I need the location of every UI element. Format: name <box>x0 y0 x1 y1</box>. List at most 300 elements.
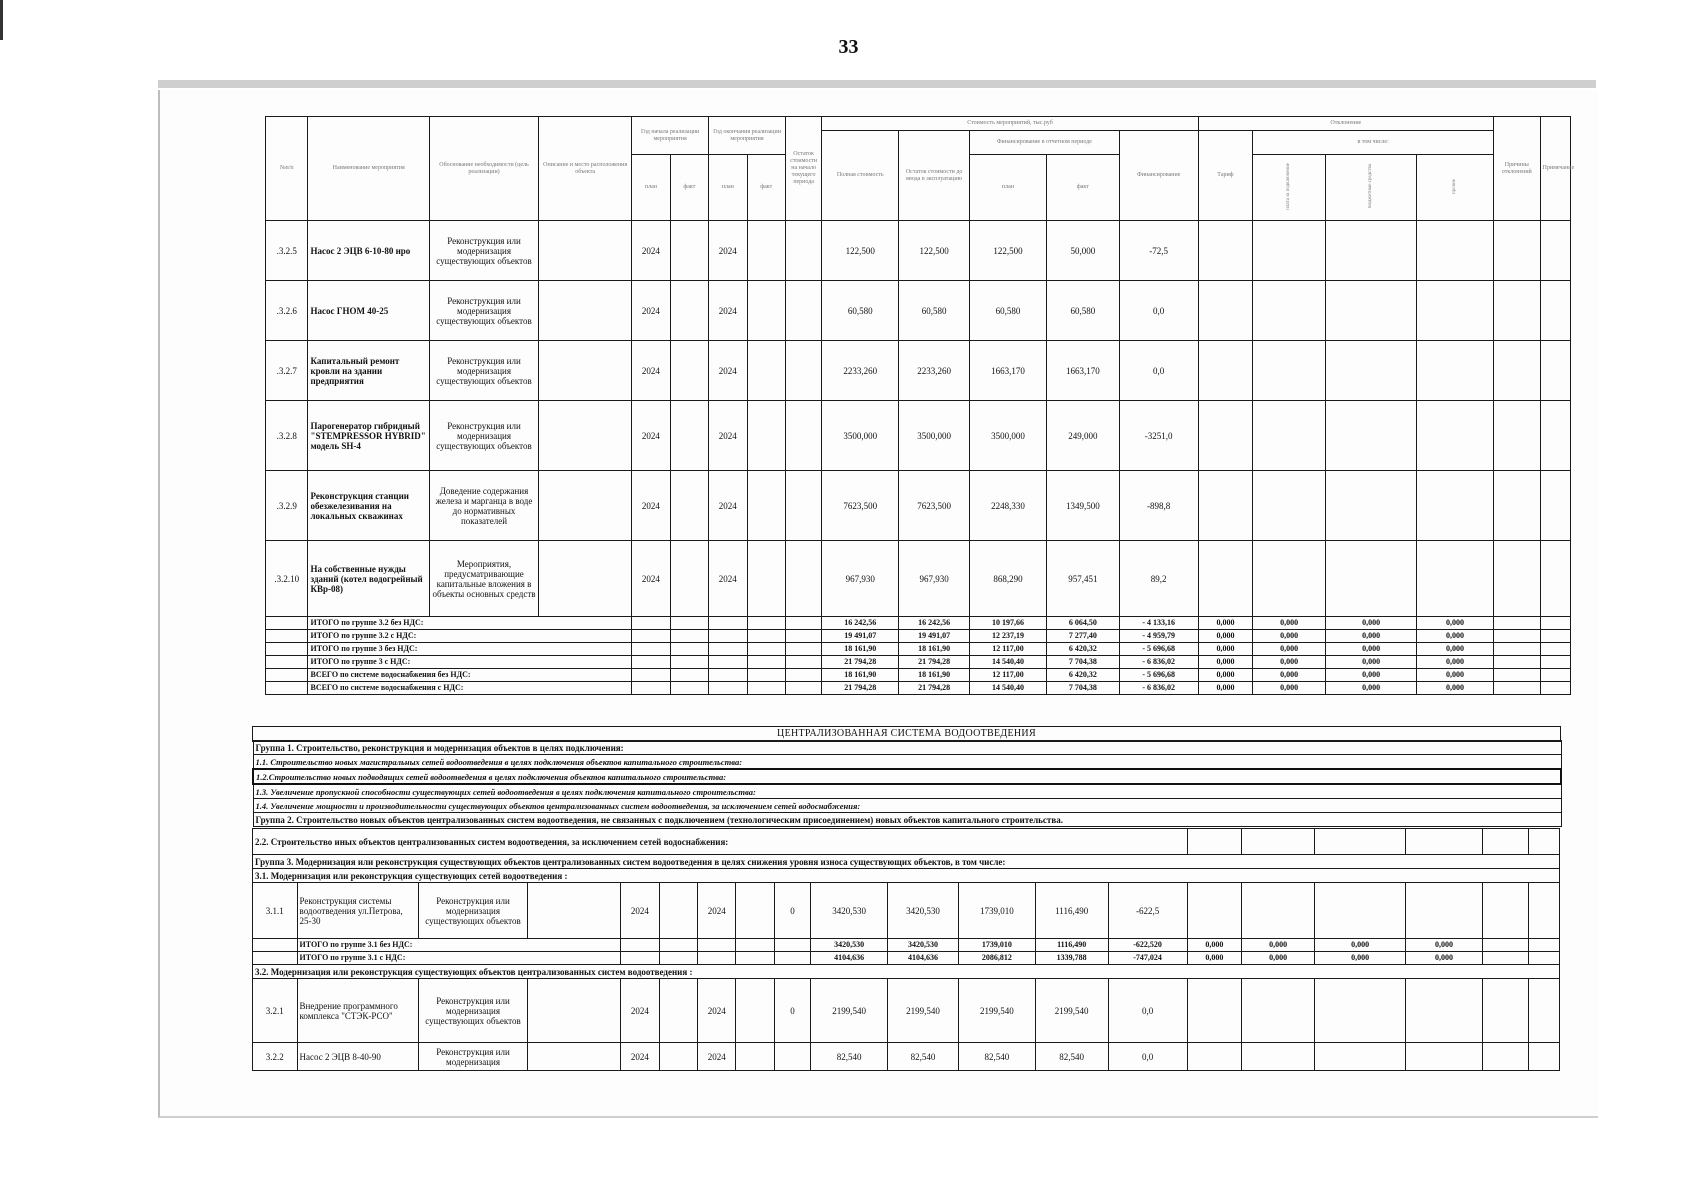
table-cell <box>1417 155 1494 221</box>
group-2: Группа 2. Строительство новых объектов централизованных систем водоотведения, не связанных с подключением (технологическим присоединением) новых объектов капитального строительства. <box>253 813 1561 827</box>
table-cell: 14 540,40 <box>970 656 1047 669</box>
table-cell <box>1494 281 1541 341</box>
group-1-1: 1.1. Строительство новых магистральных сетей водоотведения в целях подключения объектов капитального строительства: <box>253 755 1561 770</box>
table-cell <box>1417 281 1494 341</box>
total-label: ИТОГО по группе 3.1 с НДС: <box>297 952 621 965</box>
header-fact: факт <box>1046 155 1119 221</box>
cell-plan: 60,580 <box>970 281 1047 341</box>
table-cell <box>747 617 785 630</box>
table-row <box>253 769 1561 784</box>
cell-full-cost: 967,930 <box>822 541 899 617</box>
header-note: Примечание <box>1540 117 1570 221</box>
table-cell: - 4 133,16 <box>1119 617 1198 630</box>
cell-name: Насос ГНОМ 40-25 <box>308 281 429 341</box>
table-cell <box>1326 471 1417 541</box>
cell-start: 2024 <box>632 541 670 617</box>
cell-remaining: 82,540 <box>888 1043 959 1071</box>
table-cell <box>1417 401 1494 471</box>
header-remainder: Остаток стоимости на начало текущего периода <box>785 117 821 221</box>
table-cell: 7 704,38 <box>1046 682 1119 695</box>
table-cell: 0,000 <box>1242 952 1315 965</box>
table-cell <box>1494 669 1541 682</box>
table-cell <box>709 669 747 682</box>
table-cell <box>632 630 670 643</box>
table-cell: 1116,490 <box>1035 939 1108 952</box>
table-cell: 0,000 <box>1253 643 1326 656</box>
header-full-cost: Полная стоимость <box>822 131 899 221</box>
cell-plan: 2199,540 <box>958 979 1035 1043</box>
table-cell <box>736 979 774 1043</box>
cell-remaining: 60,580 <box>899 281 970 341</box>
table-cell <box>670 221 708 281</box>
header-cost: Стоимость мероприятий, тыс.руб <box>822 117 1198 131</box>
cell-fact: 249,000 <box>1046 401 1119 471</box>
header-year-financing: Финансирование в отчетном периоде <box>970 131 1120 155</box>
table-cell: 0,000 <box>1187 939 1242 952</box>
table-cell <box>539 471 632 541</box>
cell-fact: 957,451 <box>1046 541 1119 617</box>
cell-name: Реконструкция системы водоотведения ул.Петрова, 25-30 <box>297 883 418 939</box>
table-cell <box>736 883 774 939</box>
table-cell <box>1482 829 1529 855</box>
table-cell <box>632 656 670 669</box>
cell-plan: 3500,000 <box>970 401 1047 471</box>
cell-remaining: 3420,530 <box>888 883 959 939</box>
table-cell <box>539 401 632 471</box>
table-cell <box>747 401 785 471</box>
table-cell <box>785 669 821 682</box>
table-cell <box>1326 155 1417 221</box>
table-cell: 19 491,07 <box>899 630 970 643</box>
table-cell: 0,000 <box>1417 643 1494 656</box>
table-cell: 0,000 <box>1315 939 1406 952</box>
cell-deviation: 0,0 <box>1108 1043 1187 1071</box>
group-1-2: 1.2.Строительство новых подводящих сетей водоотведения в целях подключения объектов капитального строительства: <box>253 769 1561 784</box>
table-cell <box>1242 829 1315 855</box>
header-plan: план <box>632 155 670 221</box>
table-cell <box>1242 883 1315 939</box>
sewer-title: ЦЕНТРАЛИЗОВАННАЯ СИСТЕМА ВОДООТВЕДЕНИЯ <box>253 727 1561 742</box>
table-cell: 6 420,32 <box>1046 643 1119 656</box>
table-cell <box>670 630 708 643</box>
table-cell: 0,000 <box>1253 630 1326 643</box>
table-cell <box>621 939 659 952</box>
table-cell <box>1242 979 1315 1043</box>
cell-remaining: 122,500 <box>899 221 970 281</box>
table-cell: 0,000 <box>1253 682 1326 695</box>
table-cell <box>747 221 785 281</box>
table-cell: 4104,636 <box>811 952 888 965</box>
header-left-cost: Остаток стоимости до ввода в эксплуатацию <box>899 131 970 221</box>
table-cell <box>528 1043 621 1071</box>
table-cell <box>670 471 708 541</box>
cell-plan: 82,540 <box>958 1043 1035 1071</box>
table-cell <box>736 939 774 952</box>
table-cell: 7 277,40 <box>1046 630 1119 643</box>
table-cell <box>698 939 736 952</box>
group-1-3: 1.3. Увеличение пропускной способности существующих сетей водоотведения в целях подключения капитального строительства: <box>253 784 1561 799</box>
table-cell <box>539 281 632 341</box>
cell-start: 2024 <box>621 979 659 1043</box>
table-cell <box>785 643 821 656</box>
table-cell: 6 420,32 <box>1046 669 1119 682</box>
table-cell <box>253 952 298 965</box>
table-cell <box>1540 471 1570 541</box>
table-cell: 1739,010 <box>958 939 1035 952</box>
table-cell <box>1417 221 1494 281</box>
cell-remaining: 3500,000 <box>899 401 970 471</box>
table-cell <box>1529 829 1560 855</box>
table-cell <box>632 669 670 682</box>
table-cell: -747,024 <box>1108 952 1187 965</box>
table-cell: 0,000 <box>1417 617 1494 630</box>
header-tariff: Тариф <box>1198 131 1253 221</box>
cell-end: 2024 <box>698 979 736 1043</box>
table-cell: 0,000 <box>1187 952 1242 965</box>
cell-start: 2024 <box>632 221 670 281</box>
cell-remaining: 2199,540 <box>888 979 959 1043</box>
table-cell <box>1494 643 1541 656</box>
total-label: ИТОГО по группе 3.2 с НДС: <box>308 630 632 643</box>
table-cell: 0,000 <box>1417 669 1494 682</box>
table-cell <box>1326 401 1417 471</box>
table-cell: 0,000 <box>1198 656 1253 669</box>
cell-start: 2024 <box>632 471 670 541</box>
cell-fact: 2199,540 <box>1035 979 1108 1043</box>
table-cell <box>1326 541 1417 617</box>
table-cell <box>747 341 785 401</box>
cell-name: Насос 2 ЭЦВ 8-40-90 <box>297 1043 418 1071</box>
cell-deviation: -622,5 <box>1108 883 1187 939</box>
group-3-1: 3.1. Модернизация или реконструкция существующих сетей водоотведения : <box>253 869 1560 883</box>
table-cell <box>785 630 821 643</box>
table-cell <box>785 617 821 630</box>
total-row <box>266 630 1571 643</box>
table-cell: 1339,788 <box>1035 952 1108 965</box>
table-cell <box>266 669 308 682</box>
cell-remaining: 2233,260 <box>899 341 970 401</box>
table-cell: 16 242,56 <box>899 617 970 630</box>
table-cell <box>266 656 308 669</box>
header-plan: план <box>970 155 1047 221</box>
table-cell: 18 161,90 <box>899 643 970 656</box>
table-cell: 0,000 <box>1406 939 1483 952</box>
table-cell <box>632 617 670 630</box>
table-cell: 21 794,28 <box>822 656 899 669</box>
table-cell: 0,000 <box>1198 643 1253 656</box>
table-cell <box>1326 281 1417 341</box>
table-cell <box>539 541 632 617</box>
total-row <box>266 682 1571 695</box>
cell-purpose: Реконструкция или модернизация существующих объектов <box>418 979 527 1043</box>
table-cell <box>1242 1043 1315 1071</box>
table-cell: 6 064,50 <box>1046 617 1119 630</box>
cell-no: .3.2.6 <box>266 281 308 341</box>
cell-start: 2024 <box>621 1043 659 1071</box>
table-cell: 21 794,28 <box>899 682 970 695</box>
cell-purpose: Реконструкция или модернизация существующих объектов <box>429 401 538 471</box>
cell-no: 3.1.1 <box>253 883 298 939</box>
cell-full-cost: 60,580 <box>822 281 899 341</box>
cell-end: 2024 <box>698 883 736 939</box>
cell-start: 2024 <box>632 341 670 401</box>
cell-start: 2024 <box>621 883 659 939</box>
table-cell <box>1529 952 1560 965</box>
table-row <box>253 883 1560 939</box>
table-cell <box>670 669 708 682</box>
table-cell <box>785 682 821 695</box>
header-purpose: Обоснование необходимости (цель реализации) <box>429 117 538 221</box>
table-cell <box>670 401 708 471</box>
table-cell <box>747 281 785 341</box>
header-source-2: бюджетные средства <box>1368 163 1374 209</box>
table-cell <box>659 952 697 965</box>
cell-full-cost: 122,500 <box>822 221 899 281</box>
table-row <box>266 117 1571 131</box>
cell-remainder: 0 <box>774 883 810 939</box>
sewer-data-table <box>252 828 1560 1071</box>
header-description: Описание и место расположения объекта <box>539 117 632 221</box>
table-cell <box>1198 281 1253 341</box>
cell-end: 2024 <box>709 221 747 281</box>
table-cell <box>1494 401 1541 471</box>
table-cell <box>1482 883 1529 939</box>
cell-no: 3.2.2 <box>253 1043 298 1071</box>
table-row <box>253 869 1560 883</box>
table-cell <box>659 883 697 939</box>
table-row <box>253 799 1561 813</box>
table-cell: 0,000 <box>1417 682 1494 695</box>
cell-purpose: Доведение содержания железа и марганца в воде до нормативных показателей <box>429 471 538 541</box>
table-cell: 7 704,38 <box>1046 656 1119 669</box>
table-cell <box>1198 541 1253 617</box>
table-cell <box>1315 979 1406 1043</box>
header-deviation: Отклонение <box>1198 117 1493 131</box>
table-cell <box>1529 883 1560 939</box>
table-cell <box>1529 939 1560 952</box>
total-label: ВСЕГО по системе водоснабжения с НДС: <box>308 682 632 695</box>
table-cell <box>266 630 308 643</box>
table-cell <box>1253 155 1326 221</box>
cell-end: 2024 <box>709 281 747 341</box>
table-cell <box>785 656 821 669</box>
cell-no: .3.2.8 <box>266 401 308 471</box>
table-cell <box>621 952 659 965</box>
table-cell: 12 117,00 <box>970 669 1047 682</box>
header-source-1: плата за подключение <box>1286 162 1292 210</box>
total-label: ИТОГО по группе 3.1 без НДС: <box>297 939 621 952</box>
cell-plan: 2248,330 <box>970 471 1047 541</box>
table-cell <box>736 1043 774 1071</box>
cell-fact: 60,580 <box>1046 281 1119 341</box>
cell-plan: 1663,170 <box>970 341 1047 401</box>
cell-no: 3.2.1 <box>253 979 298 1043</box>
table-cell <box>528 979 621 1043</box>
total-row <box>253 939 1560 952</box>
table-cell <box>1482 952 1529 965</box>
table-row <box>266 281 1571 341</box>
table-cell: 3420,530 <box>888 939 959 952</box>
table-cell <box>659 939 697 952</box>
table-cell: 0,000 <box>1417 656 1494 669</box>
cell-no: .3.2.7 <box>266 341 308 401</box>
table-cell <box>1315 1043 1406 1071</box>
table-cell: 10 197,66 <box>970 617 1047 630</box>
header-source-4: прочие <box>1452 178 1458 194</box>
table-cell <box>698 952 736 965</box>
table-cell <box>1494 656 1541 669</box>
table-cell <box>1253 341 1326 401</box>
cell-purpose: Реконструкция или модернизация существующих объектов <box>429 281 538 341</box>
scan-edge-mark <box>0 0 3 40</box>
table-cell <box>1540 541 1570 617</box>
cell-full-cost: 2233,260 <box>822 341 899 401</box>
table-cell <box>1187 883 1242 939</box>
table-row <box>253 741 1561 755</box>
table-row <box>253 813 1561 827</box>
table-cell <box>1417 341 1494 401</box>
table-cell <box>1187 1043 1242 1071</box>
table-cell <box>1253 541 1326 617</box>
table-row <box>266 401 1571 471</box>
group-3: Группа 3. Модернизация или реконструкция существующих объектов централизованных систем водоотведения в целях снижения уровня износа существующих объектов, в том числе: <box>253 855 1560 869</box>
table-cell <box>1326 341 1417 401</box>
table-cell <box>1198 471 1253 541</box>
table-cell <box>670 643 708 656</box>
table-cell <box>670 541 708 617</box>
table-cell <box>1540 669 1570 682</box>
table-cell <box>785 471 821 541</box>
water-supply-table <box>265 116 1575 695</box>
table-cell: 0,000 <box>1253 669 1326 682</box>
cell-full-cost: 82,540 <box>811 1043 888 1071</box>
table-row <box>266 541 1571 617</box>
table-cell: - 6 836,02 <box>1119 656 1198 669</box>
table-cell <box>1540 630 1570 643</box>
cell-deviation: -3251,0 <box>1119 401 1198 471</box>
table-cell: 18 161,90 <box>822 669 899 682</box>
header-no: №п/п <box>266 117 308 221</box>
table-cell: 0,000 <box>1198 630 1253 643</box>
table-cell <box>1417 471 1494 541</box>
table-cell: 18 161,90 <box>899 669 970 682</box>
table-row <box>253 784 1561 799</box>
table-cell <box>1482 1043 1529 1071</box>
table-cell <box>1540 643 1570 656</box>
cell-full-cost: 3500,000 <box>822 401 899 471</box>
table-cell: 0,000 <box>1406 952 1483 965</box>
table-cell <box>659 1043 697 1071</box>
header-fact: факт <box>747 155 785 221</box>
cell-remaining: 7623,500 <box>899 471 970 541</box>
table-cell <box>785 341 821 401</box>
table-cell <box>747 669 785 682</box>
cell-deviation: 0,0 <box>1108 979 1187 1043</box>
table-cell <box>785 221 821 281</box>
table-cell <box>1198 341 1253 401</box>
table-cell <box>1529 1043 1560 1071</box>
cell-deviation: 0,0 <box>1119 281 1198 341</box>
table-cell <box>1187 829 1242 855</box>
table-cell <box>747 643 785 656</box>
cell-name: Парогенератор гибридный "STEMPRESSOR HYBRID" модель SH-4 <box>308 401 429 471</box>
table-cell <box>1198 221 1253 281</box>
cell-end: 2024 <box>698 1043 736 1071</box>
table-cell <box>1482 939 1529 952</box>
table-cell <box>266 617 308 630</box>
table-cell: 0,000 <box>1326 656 1417 669</box>
table-cell <box>632 682 670 695</box>
header-including: в том числе: <box>1253 131 1494 155</box>
table-cell <box>1540 656 1570 669</box>
table-cell <box>1326 221 1417 281</box>
cell-name: Насос 2 ЭЦВ 6-10-80 нро <box>308 221 429 281</box>
group-1: Группа 1. Строительство, реконструкция и модернизация объектов в целях подключения: <box>253 741 1561 755</box>
table-cell <box>709 630 747 643</box>
table-cell <box>266 643 308 656</box>
header-reason: Причины отклонений <box>1494 117 1541 221</box>
table-cell <box>1540 617 1570 630</box>
table-cell <box>774 939 810 952</box>
table-cell <box>539 221 632 281</box>
table-cell <box>670 617 708 630</box>
table-cell: 3420,530 <box>811 939 888 952</box>
table-cell <box>528 883 621 939</box>
cell-full-cost: 7623,500 <box>822 471 899 541</box>
cell-purpose: Реконструкция или модернизация существующих объектов <box>429 221 538 281</box>
table-cell: 0,000 <box>1326 617 1417 630</box>
table-cell <box>709 656 747 669</box>
table-cell <box>1494 617 1541 630</box>
total-row <box>253 952 1560 965</box>
cell-purpose: Мероприятия, предусматривающие капитальные вложения в объекты основных средств <box>429 541 538 617</box>
table-cell: 0,000 <box>1242 939 1315 952</box>
cell-purpose: Реконструкция или модернизация существующих объектов <box>418 883 527 939</box>
table-cell <box>1494 630 1541 643</box>
table-cell <box>1494 682 1541 695</box>
table-cell: 0,000 <box>1315 952 1406 965</box>
table-cell <box>709 643 747 656</box>
cell-plan: 868,290 <box>970 541 1047 617</box>
scan-shadow-bar <box>158 80 1596 88</box>
table-cell <box>659 979 697 1043</box>
table-cell <box>266 682 308 695</box>
table-cell <box>736 952 774 965</box>
table-cell <box>670 682 708 695</box>
table-row <box>253 829 1560 855</box>
table-cell: 2086,812 <box>958 952 1035 965</box>
table-cell <box>670 656 708 669</box>
cell-plan: 1739,010 <box>958 883 1035 939</box>
total-row <box>266 643 1571 656</box>
header-plan: план <box>709 155 747 221</box>
cell-remainder <box>774 1043 810 1071</box>
cell-remaining: 967,930 <box>899 541 970 617</box>
group-3-2: 3.2. Модернизация или реконструкция существующих объектов централизованных систем водоотведения : <box>253 965 1560 979</box>
cell-deviation: -72,5 <box>1119 221 1198 281</box>
total-row <box>266 656 1571 669</box>
table-cell: 0,000 <box>1326 643 1417 656</box>
table-cell: 18 161,90 <box>822 643 899 656</box>
table-cell <box>632 643 670 656</box>
table-cell <box>1315 883 1406 939</box>
cell-deviation: 0,0 <box>1119 341 1198 401</box>
cell-no: .3.2.10 <box>266 541 308 617</box>
table-cell <box>1540 401 1570 471</box>
table-cell <box>253 939 298 952</box>
header-year-start: Год начала реализации мероприятия <box>632 117 709 155</box>
cell-name: Капитальный ремонт кровли на здании предприятия <box>308 341 429 401</box>
